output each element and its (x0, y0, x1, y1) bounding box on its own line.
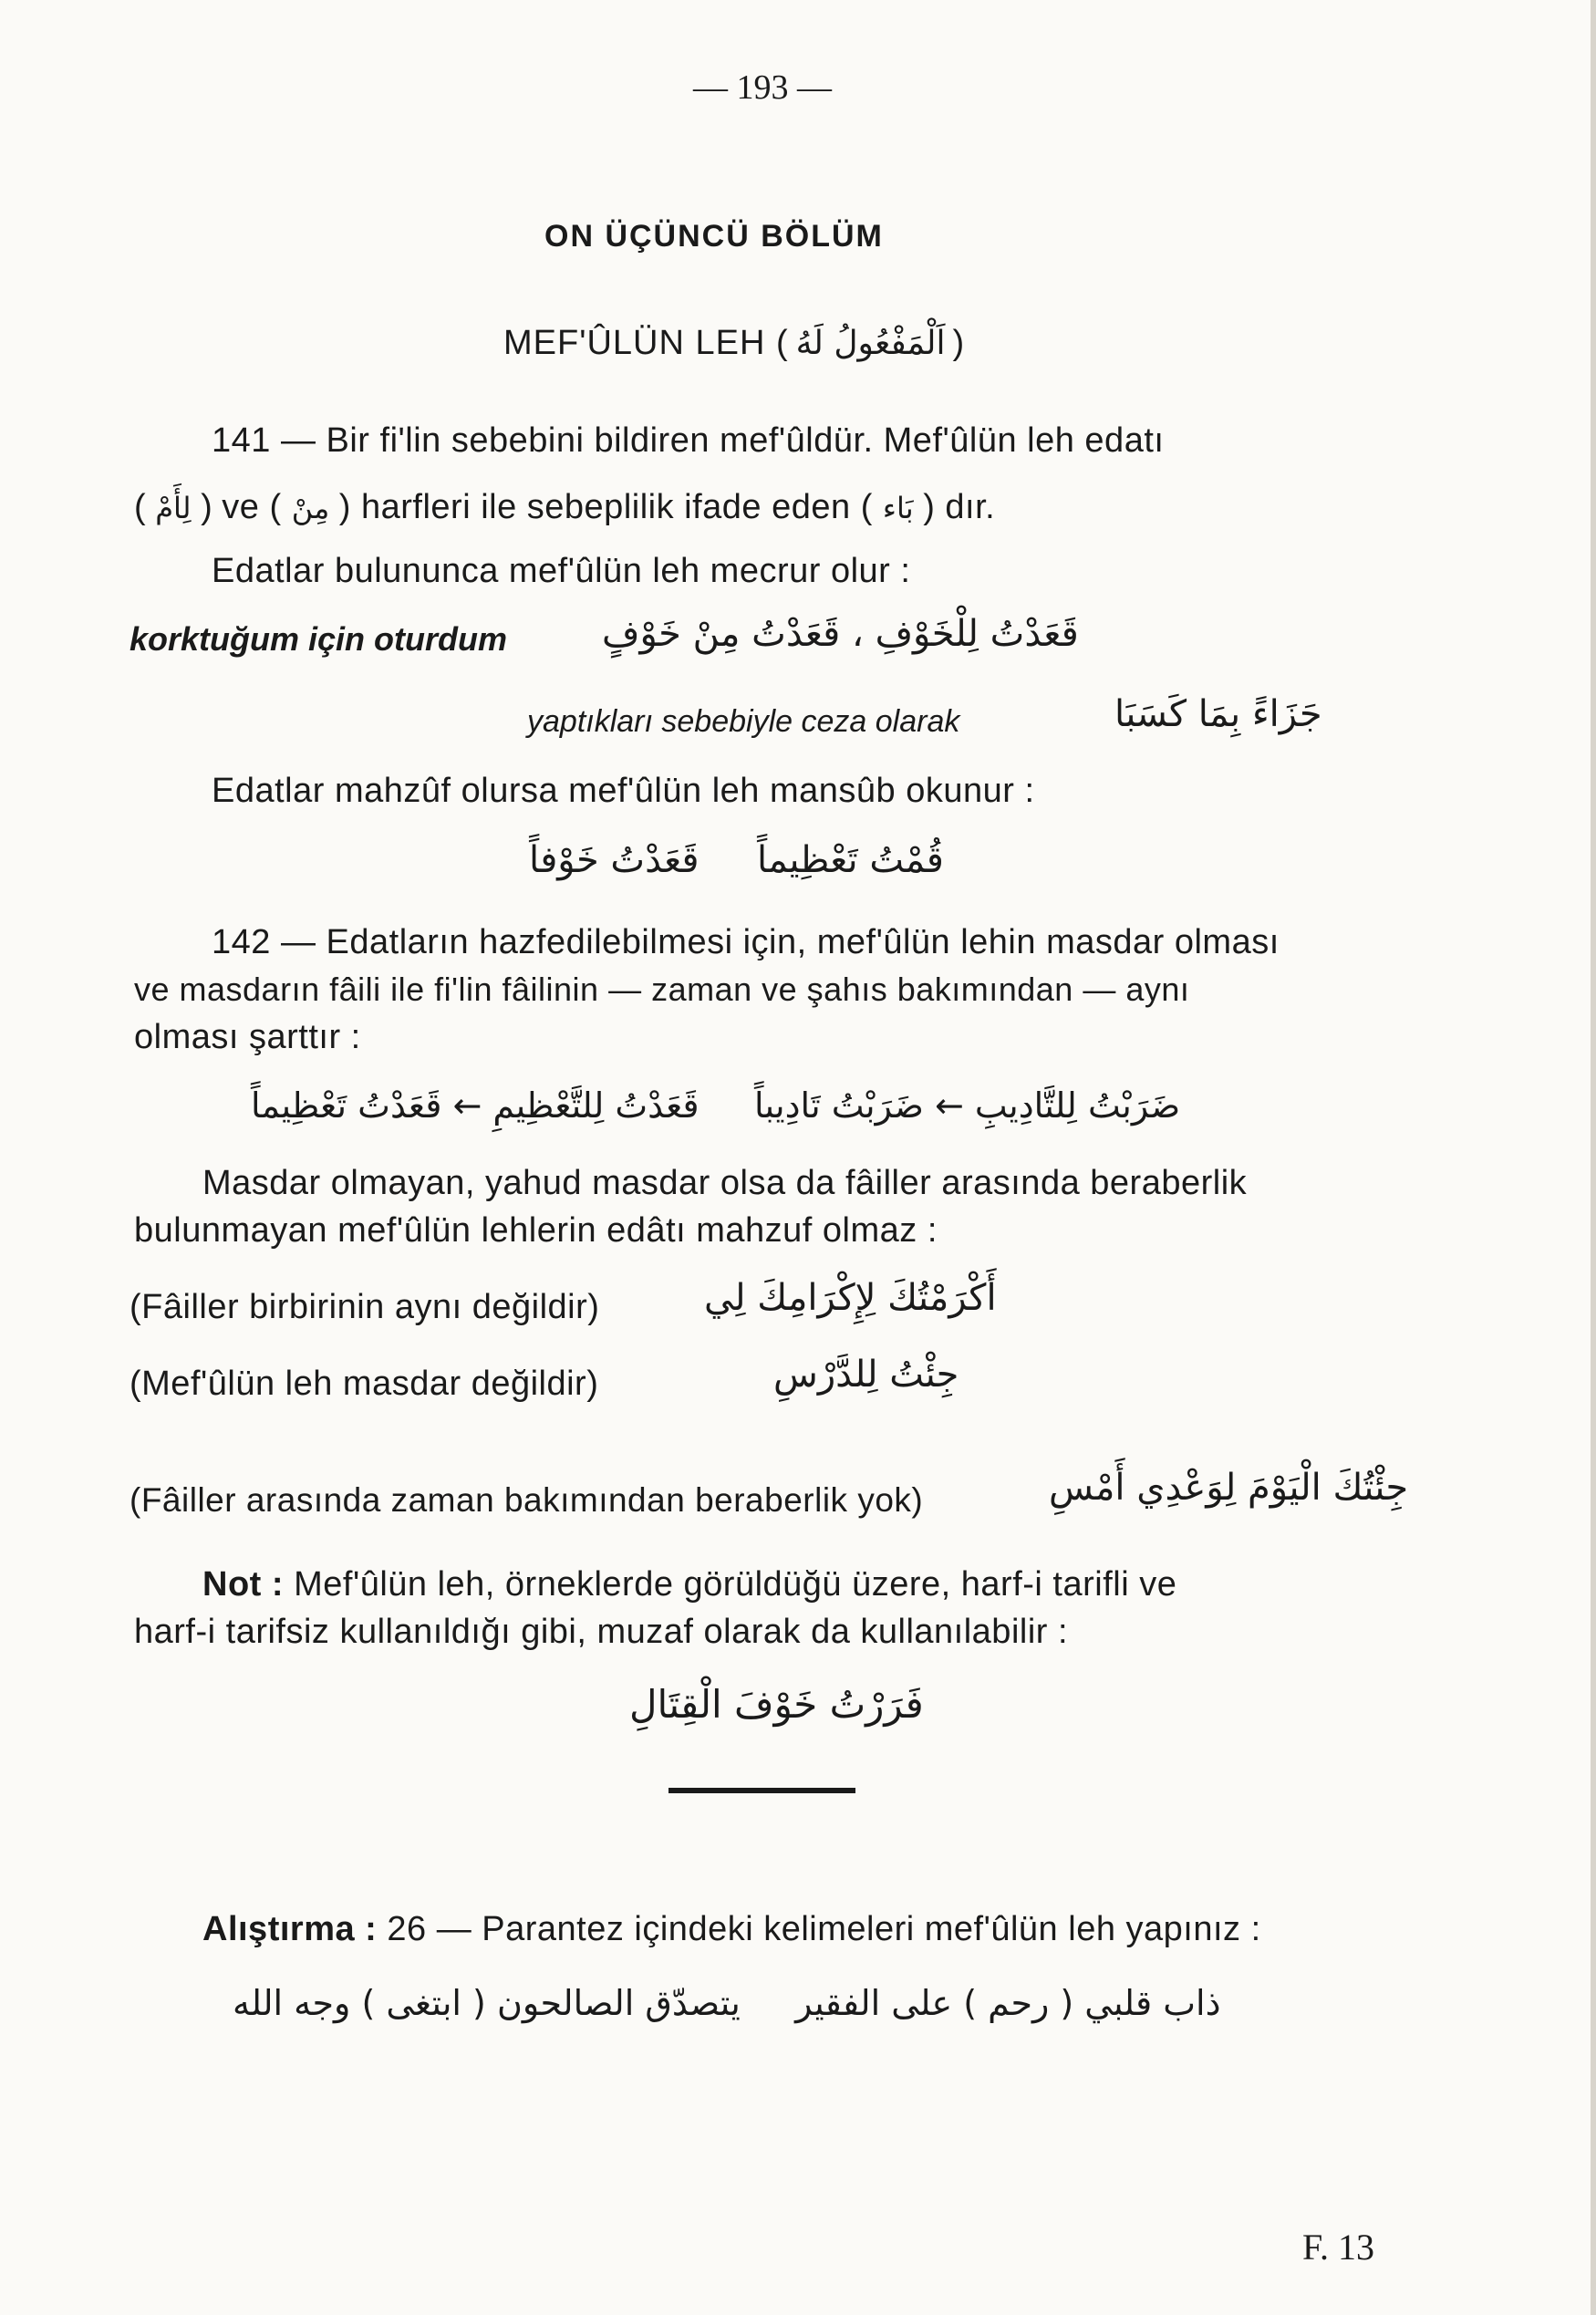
p142-example1-translation: (Fâiller birbirinin aynı değildir) (130, 1288, 600, 1326)
p141-example1-translation: korktuğum için oturdum (130, 620, 507, 658)
text-segment: ) dır. (923, 488, 996, 526)
page-number: — 193 — (693, 68, 832, 107)
p142-line5: bulunmayan mef'ûlün lehlerin edâtı mahzuf olmaz : (134, 1211, 938, 1250)
p141-example1-arabic: قَعَدْتُ لِلْخَوْفِ ، قَعَدْتُ مِنْ خَوْفٍ (602, 613, 1079, 655)
note-line2: harf-i tarifsiz kullanıldığı gibi, muzaf olarak da kullanılabilir : (134, 1613, 1069, 1651)
note-text: Mef'ûlün leh, örneklerde görüldüğü üzere, harf-i tarifli ve (294, 1565, 1177, 1604)
note-label: Not : (202, 1565, 285, 1604)
text-segment: ) ve ( (201, 488, 282, 526)
p141-example3-arabic: قُمْتُ تَعْظِيماً قَعَدْتُ خَوْفاً (529, 839, 944, 881)
p141-line4: Edatlar mahzûf olursa mef'ûlün leh mansûb okunur : (212, 772, 1035, 810)
arabic-ba: بَاء (882, 491, 914, 525)
arabic-lam: لِأَمْ (155, 491, 192, 525)
note-example-arabic: فَرَرْتُ خَوْفَ الْقِتَالِ (629, 1682, 924, 1727)
p142-examples-arabic: ضَرَبْتُ لِلتَّادِيبِ ← ضَرَبْتُ تَادِيباً قَعَدْتُ لِلتَّعْظِيمِ ← قَعَدْتُ تَعْظِيماً (251, 1085, 1181, 1126)
p141-example2-translation: yaptıkları sebebiyle ceza olarak (527, 704, 960, 739)
p142-line3: olması şarttır : (134, 1018, 361, 1056)
paren: ( (134, 488, 146, 526)
p141-example2-arabic: جَزَاءً بِمَا كَسَبَا (1114, 693, 1322, 735)
section-title (503, 324, 965, 363)
page-edge (1591, 0, 1596, 2315)
p142-example2-arabic: جِئْتُ لِلدَّرْسِ (773, 1354, 959, 1396)
chapter-title: ON ÜÇÜNCÜ BÖLÜM (544, 219, 884, 254)
section-divider (668, 1788, 855, 1793)
p141-line3: Edatlar bulununca mef'ûlün leh mecrur olur : (212, 552, 911, 590)
exercise-text: 26 — Parantez içindeki kelimeleri mef'ûlün leh yapınız : (387, 1910, 1261, 1948)
text-segment: ) harfleri ile sebeplilik ifade eden ( (338, 488, 873, 526)
p142-line4: Masdar olmayan, yahud masdar olsa da fâiller arasında beraberlik (202, 1164, 1248, 1202)
section-title-close: ) (952, 324, 966, 362)
signature-mark: F. 13 (1302, 2227, 1375, 2268)
section-title-arabic: اَلْمَفْعُولُ لَهُ (795, 325, 946, 362)
section-title-latin: MEF'ÛLÜN LEH ( (503, 324, 789, 362)
p142-example2-translation: (Mef'ûlün leh masdar değildir) (130, 1365, 599, 1403)
p142-line1: 142 — Edatların hazfedilebilmesi için, mef'ûlün lehin masdar olması (212, 923, 1280, 961)
note-line1 (202, 1565, 1176, 1604)
p142-example3-arabic: جِئْتُكَ الْيَوْمَ لِوَعْدِي أَمْسِ (1049, 1467, 1409, 1509)
exercise-label: Alıştırma : (202, 1910, 378, 1948)
p142-example3-translation: (Fâiller arasında zaman bakımından beraberlik yok) (130, 1481, 924, 1519)
p142-line2: ve masdarın fâili ile fi'lin fâilinin — zaman ve şahıs bakımından — aynı (134, 971, 1190, 1008)
exercise-line (202, 1910, 1261, 1949)
p141-line2 (134, 488, 995, 527)
p141-line1: 141 — Bir fi'lin sebebini bildiren mef'ûldür. Mef'ûlün leh edatı (212, 421, 1165, 460)
p142-example1-arabic: أَكْرَمْتُكَ لِإِكْرَامِكَ لِي (704, 1277, 997, 1319)
exercise-arabic: ذاب قلبي ( رحم ) على الفقير يتصدّق الصالحون ( ابتغى ) وجه الله (233, 1983, 1221, 2023)
arabic-min: مِنْ (291, 491, 330, 525)
